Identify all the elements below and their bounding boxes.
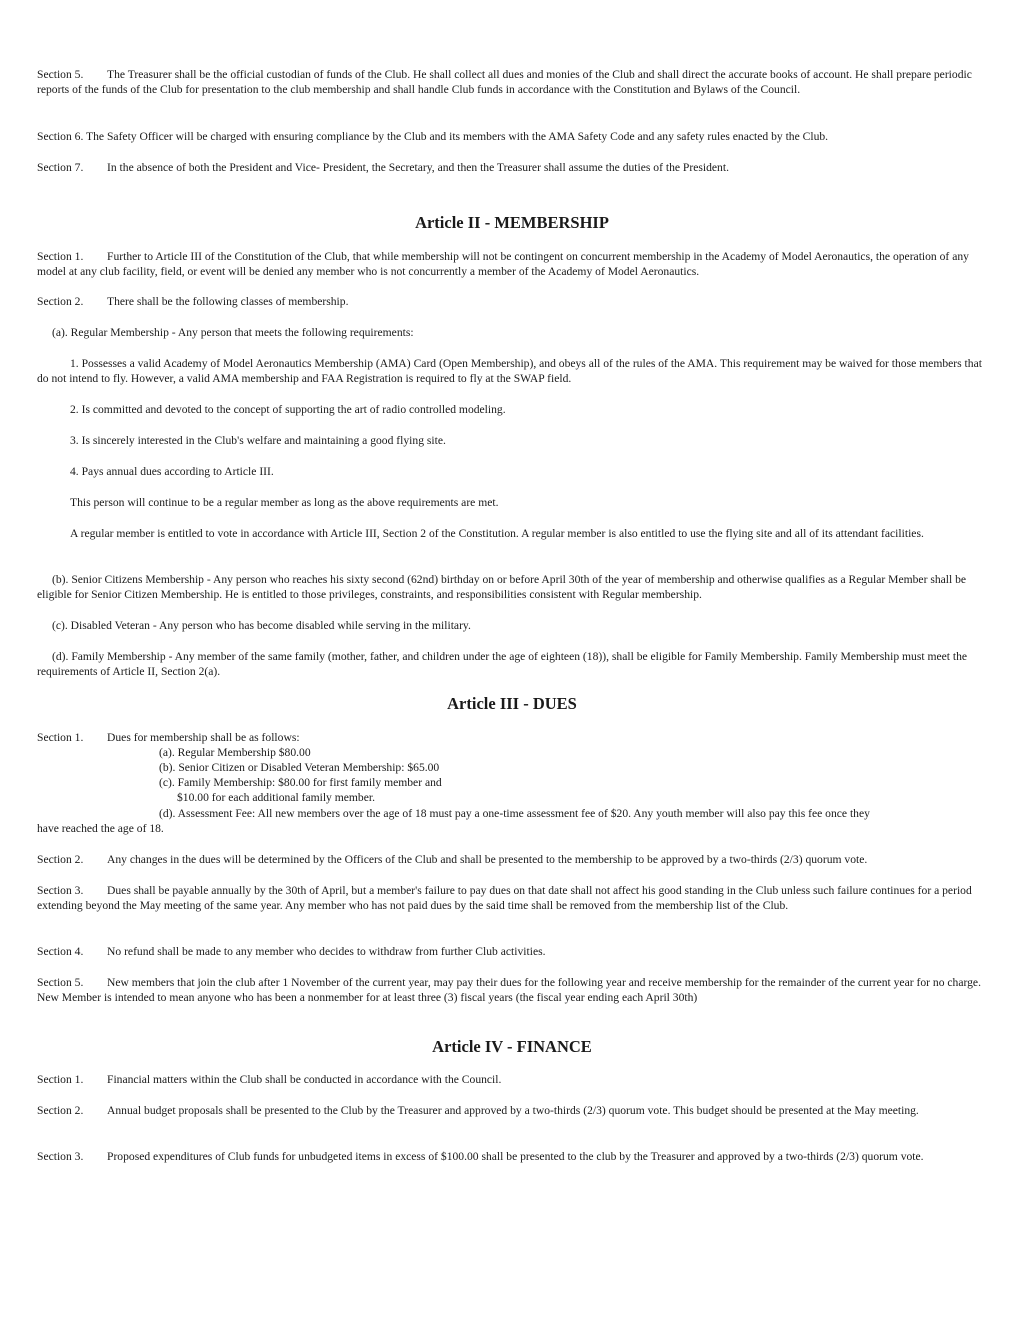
section-text: In the absence of both the President and Vice- President, the Secretary, and then the Treasurer shall assume the duties of the President. xyxy=(107,161,729,174)
section-text: Further to Article III of the Constitution of the Club, that while membership will not be contingent on concurrent membership in the Academy of Model Aeronautics, the operation of any model at any club facility, field, or event will be denied any member who is not concurrently a member of the Academy of Model Aeronautics. xyxy=(37,250,969,278)
dues-assessment-fee: (d). Assessment Fee: All new members over the age of 18 must pay a one-time assessment fee of $20. Any youth member will also pay this fee once they xyxy=(159,807,870,820)
section-text: Any changes in the dues will be determined by the Officers of the Club and shall be presented to the membership to be approved by a two-thirds (2/3) quorum vote. xyxy=(107,853,868,866)
section-text: Annual budget proposals shall be presented to the Club by the Treasurer and approved by a two-thirds (2/3) quorum vote. This budget should be presented at the May meeting. xyxy=(107,1104,919,1117)
article1-section7 xyxy=(37,160,992,175)
dues-family-additional: $10.00 for each additional family member. xyxy=(177,791,375,804)
section-label: Section 3. xyxy=(37,1150,84,1163)
article3-section5 xyxy=(37,975,992,1005)
membership-class-d: (d). Family Membership - Any member of the same family (mother, father, and children under the age of eighteen (18)), shall be eligible for Family Membership. Family Membership must meet the requirements of Article II, Section 2(a). xyxy=(37,650,968,678)
article4-section1 xyxy=(37,1072,992,1087)
dues-family: (c). Family Membership: $80.00 for first family member and xyxy=(159,776,442,789)
section-label: Section 2. xyxy=(37,853,84,866)
section-label: Section 5. xyxy=(37,976,84,989)
dues-senior-veteran: (b). Senior Citizen or Disabled Veteran Membership: $65.00 xyxy=(159,761,440,774)
article3-section1 xyxy=(37,730,992,745)
section-label: Section 2. xyxy=(37,1104,84,1117)
requirement-3: 3. Is sincerely interested in the Club's welfare and maintaining a good flying site. xyxy=(70,434,446,447)
section-label: Section 1. xyxy=(37,731,84,744)
article3-section4 xyxy=(37,944,992,959)
article2-heading: Article II - MEMBERSHIP xyxy=(415,213,609,232)
section-label: Section 3. xyxy=(37,884,84,897)
article3-section2 xyxy=(37,852,992,867)
article2-section2 xyxy=(37,294,992,309)
membership-class-a: (a). Regular Membership - Any person that meets the following requirements: xyxy=(52,326,414,339)
section-label: Section 7. xyxy=(37,161,84,174)
dues-regular: (a). Regular Membership $80.00 xyxy=(159,746,311,759)
section-label: Section 5. xyxy=(37,68,84,81)
section-text: No refund shall be made to any member who decides to withdraw from further Club activities. xyxy=(107,945,546,958)
requirement-4: 4. Pays annual dues according to Article III. xyxy=(70,465,274,478)
article2-section1 xyxy=(37,249,992,279)
section-label: Section 1. xyxy=(37,1073,84,1086)
section-text: The Treasurer shall be the official custodian of funds of the Club. He shall collect all dues and monies of the Club and shall direct the accurate books of account. He shall prepare periodic reports of the funds of the Club for presentation to the club membership and shall handle Club funds in accordance with the Constitution and Bylaws of the Council. xyxy=(37,68,972,96)
section-text: Financial matters within the Club shall be conducted in accordance with the Council. xyxy=(107,1073,502,1086)
section-text: There shall be the following classes of membership. xyxy=(107,295,349,308)
section-text: New members that join the club after 1 November of the current year, may pay their dues for the following year and receive membership for the remainder of the current year for no charge. New Member is intended to mean anyone who has been a nonmember for at least three (3) fiscal years (the fiscal year ending each April 30th) xyxy=(37,976,981,1004)
article1-section5 xyxy=(37,67,992,97)
section-text: Dues for membership shall be as follows: xyxy=(107,731,300,744)
article1-section6: Section 6. The Safety Officer will be charged with ensuring compliance by the Club and its members with the AMA Safety Code and any safety rules enacted by the Club. xyxy=(37,130,829,143)
article4-section2 xyxy=(37,1103,992,1118)
section-text: Proposed expenditures of Club funds for unbudgeted items in excess of $100.00 shall be presented to the club by the Treasurer and approved by a two-thirds (2/3) quorum vote. xyxy=(107,1150,924,1163)
section-label: Section 2. xyxy=(37,295,84,308)
dues-assessment-fee-cont: have reached the age of 18. xyxy=(37,822,164,835)
section-label: Section 1. xyxy=(37,250,84,263)
membership-class-b: (b). Senior Citizens Membership - Any person who reaches his sixty second (62nd) birthday on or before April 30th of the year of membership and otherwise qualifies as a Regular Member shall be eligible for Senior Citizen Membership. He is entitled to those privileges, constraints, and responsibilities consistent with Regular membership. xyxy=(37,573,967,601)
article4-section3 xyxy=(37,1149,992,1164)
requirement-2: 2. Is committed and devoted to the concept of supporting the art of radio controlled modeling. xyxy=(70,403,506,416)
article3-heading: Article III - DUES xyxy=(447,694,577,713)
article3-section3 xyxy=(37,883,992,913)
membership-class-c: (c). Disabled Veteran - Any person who has become disabled while serving in the military. xyxy=(52,619,471,632)
section-label: Section 4. xyxy=(37,945,84,958)
regular-member-continuation: This person will continue to be a regular member as long as the above requirements are met. xyxy=(70,496,499,509)
requirement-1: 1. Possesses a valid Academy of Model Aeronautics Membership (AMA) Card (Open Membership), and obeys all of the rules of the AMA. This requirement may be waived for those members that do not intend to fly. However, a valid AMA membership and FAA Registration is required to fly at the SWAP field. xyxy=(37,357,982,385)
section-text: Dues shall be payable annually by the 30th of April, but a member's failure to pay dues on that date shall not affect his good standing in the Club unless such failure continues for a period extending beyond the May meeting of the same year. Any member who has not paid dues by the said time shall be removed from the membership list of the Club. xyxy=(37,884,972,912)
regular-member-vote: A regular member is entitled to vote in accordance with Article III, Section 2 of the Constitution. A regular member is also entitled to use the flying site and all of its attendant facilities. xyxy=(70,527,924,540)
article4-heading: Article IV - FINANCE xyxy=(432,1037,592,1056)
